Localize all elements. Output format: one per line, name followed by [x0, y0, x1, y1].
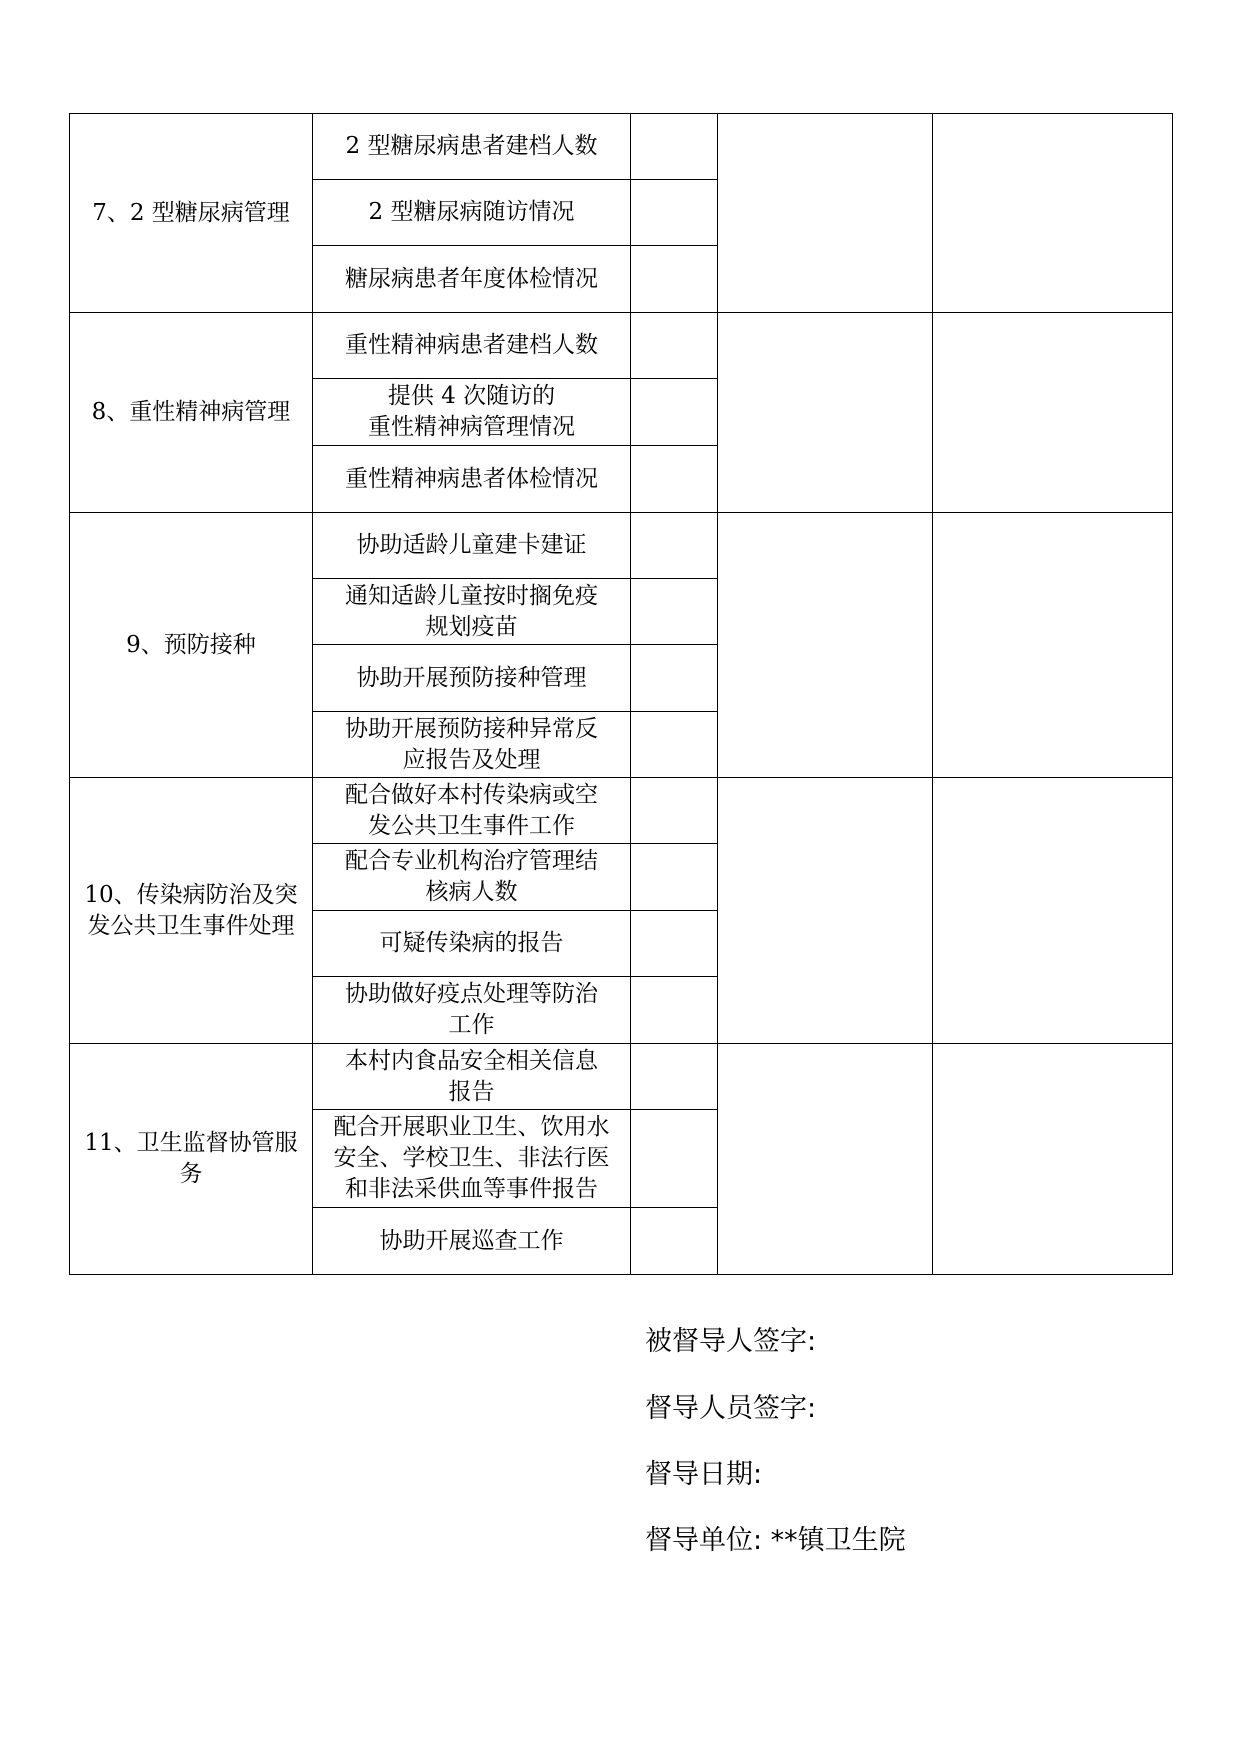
category-cell: 11、卫生监督协管服务 — [70, 1044, 313, 1275]
remark-cell[interactable] — [933, 513, 1173, 778]
score-cell[interactable] — [631, 1208, 718, 1275]
score-cell[interactable] — [631, 446, 718, 513]
item-cell: 协助开展预防接种异常反 应报告及处理 — [313, 712, 631, 778]
result-cell[interactable] — [718, 513, 933, 778]
score-cell[interactable] — [631, 246, 718, 313]
score-cell[interactable] — [631, 313, 718, 379]
item-cell: 协助做好疫点处理等防治 工作 — [313, 977, 631, 1044]
score-cell[interactable] — [631, 911, 718, 977]
remark-cell[interactable] — [933, 114, 1173, 313]
result-cell[interactable] — [718, 778, 933, 1044]
score-cell[interactable] — [631, 114, 718, 180]
result-cell[interactable] — [718, 1044, 933, 1275]
item-cell: 通知适龄儿童按时搁免疫 规划疫苗 — [313, 579, 631, 645]
score-cell[interactable] — [631, 1110, 718, 1208]
supervision-table — [69, 113, 1173, 1275]
score-cell[interactable] — [631, 513, 718, 579]
score-cell[interactable] — [631, 379, 718, 446]
item-cell: 本村内食品安全相关信息 报告 — [313, 1044, 631, 1110]
item-cell: 重性精神病患者建档人数 — [313, 313, 631, 379]
remark-cell[interactable] — [933, 778, 1173, 1044]
item-cell: 协助适龄儿童建卡建证 — [313, 513, 631, 579]
item-cell: 配合专业机构治疗管理结 核病人数 — [313, 844, 631, 911]
score-cell[interactable] — [631, 645, 718, 712]
item-cell: 提供 4 次随访的 重性精神病管理情况 — [313, 379, 631, 446]
category-cell: 10、传染病防治及突发公共卫生事件处理 — [70, 778, 313, 1044]
category-cell: 8、重性精神病管理 — [70, 313, 313, 513]
item-cell: 重性精神病患者体检情况 — [313, 446, 631, 513]
score-cell[interactable] — [631, 712, 718, 778]
item-cell: 2 型糖尿病随访情况 — [313, 180, 631, 246]
item-cell: 2 型糖尿病患者建档人数 — [313, 114, 631, 180]
item-cell: 配合做好本村传染病或空 发公共卫生事件工作 — [313, 778, 631, 844]
supervisee-signature-label: 被督导人签字: — [645, 1326, 817, 1357]
score-cell[interactable] — [631, 1044, 718, 1110]
supervisor-signature-label: 督导人员签字: — [645, 1393, 817, 1424]
remark-cell[interactable] — [933, 1044, 1173, 1275]
supervision-date-label: 督导日期: — [645, 1459, 763, 1490]
result-cell[interactable] — [718, 114, 933, 313]
score-cell[interactable] — [631, 180, 718, 246]
remark-cell[interactable] — [933, 313, 1173, 513]
score-cell[interactable] — [631, 579, 718, 645]
category-cell: 9、预防接种 — [70, 513, 313, 778]
category-cell: 7、2 型糖尿病管理 — [70, 114, 313, 313]
item-cell: 协助开展预防接种管理 — [313, 645, 631, 712]
supervision-unit-label: 督导单位: **镇卫生院 — [645, 1525, 906, 1556]
item-cell: 协助开展巡查工作 — [313, 1208, 631, 1275]
score-cell[interactable] — [631, 778, 718, 844]
score-cell[interactable] — [631, 844, 718, 911]
item-cell: 配合开展职业卫生、饮用水 安全、学校卫生、非法行医 和非法采供血等事件报告 — [313, 1110, 631, 1208]
score-cell[interactable] — [631, 977, 718, 1044]
item-cell: 糖尿病患者年度体检情况 — [313, 246, 631, 313]
item-cell: 可疑传染病的报告 — [313, 911, 631, 977]
result-cell[interactable] — [718, 313, 933, 513]
